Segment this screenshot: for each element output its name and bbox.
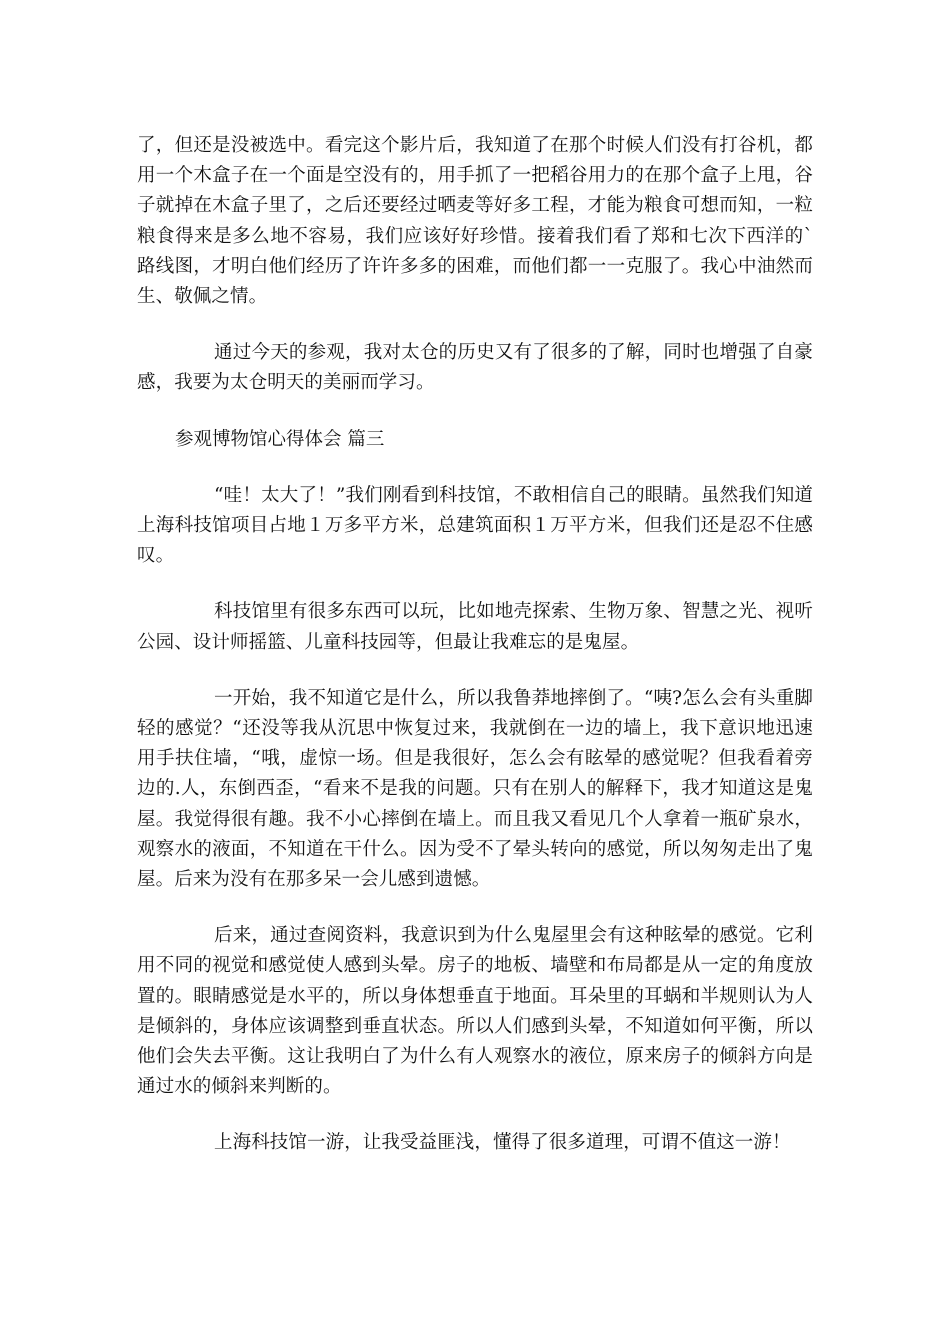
paragraph-exhibits: 科技馆里有很多东西可以玩，比如地壳探索、生物万象、智慧之光、视听公园、设计师摇篮、儿童科技园等，但最让我难忘的是鬼屋。: [137, 601, 813, 653]
paragraph-conclusion: 通过今天的参观，我对太仓的历史又有了很多的了解，同时也增强了自豪感，我要为太仓明天的美丽而学习。: [137, 342, 813, 394]
document-body: [137, 131, 813, 1159]
paragraph-haunted-house: 一开始，我不知道它是什么，所以我鲁莽地摔倒了。“咦?怎么会有头重脚轻的感觉？“还没等我从沉思中恢复过来，我就倒在一边的墙上，我下意识地迅速用手扶住墙，“哦，虚惊一场。但是我很好，怎么会有眩晕的感觉呢？但我看着旁边的.人，东倒西歪，“看来不是我的问题。只有在别人的解释下，我才知道这是鬼屋。我觉得很有趣。我不小心摔倒在墙上。而且我又看见几个人拿着一瓶矿泉水，观察水的液面，不知道在干什么。因为受不了晕头转向的感觉，所以匆匆走出了鬼屋。后来为没有在那多呆一会儿感到遗憾。: [137, 687, 813, 891]
paragraph-intro: “哇！太大了！”我们刚看到科技馆，不敢相信自己的眼睛。虽然我们知道上海科技馆项目占地１万多平方米，总建筑面积１万平方米，但我们还是忍不住感叹。: [137, 484, 813, 567]
paragraph-closing: 上海科技馆一游，让我受益匪浅，懂得了很多道理，可谓不值这一游！: [214, 1132, 791, 1154]
section-title: 参观博物馆心得体会 篇三: [175, 428, 385, 450]
paragraph-continuation: 了，但还是没被选中。看完这个影片后，我知道了在那个时候人们没有打谷机，都用一个木盒子在一个面是空没有的，用手抓了一把稻谷用力的在那个盒子上甩，谷子就掉在木盒子里了，之后还要经过晒麦等好多工程，才能为粮食可想而知，一粒粮食得来是多么地不容易，我们应该好好珍惜。接着我们看了郑和七次下西洋的`路线图，才明白他们经历了许许多多的困难，而他们都一一克服了。我心中油然而生、敬佩之情。: [137, 135, 813, 308]
paragraph-explanation: 后来，通过查阅资料，我意识到为什么鬼屋里会有这种眩晕的感觉。它利用不同的视觉和感觉使人感到头晕。房子的地板、墙壁和布局都是从一定的角度放置的。眼睛感觉是水平的，所以身体想垂直于地面。耳朵里的耳蜗和半规则认为人是倾斜的，身体应该调整到垂直状态。所以人们感到头晕，不知道如何平衡，所以他们会失去平衡。这让我明白了为什么有人观察水的液位，原来房子的倾斜方向是通过水的倾斜来判断的。: [137, 925, 813, 1098]
